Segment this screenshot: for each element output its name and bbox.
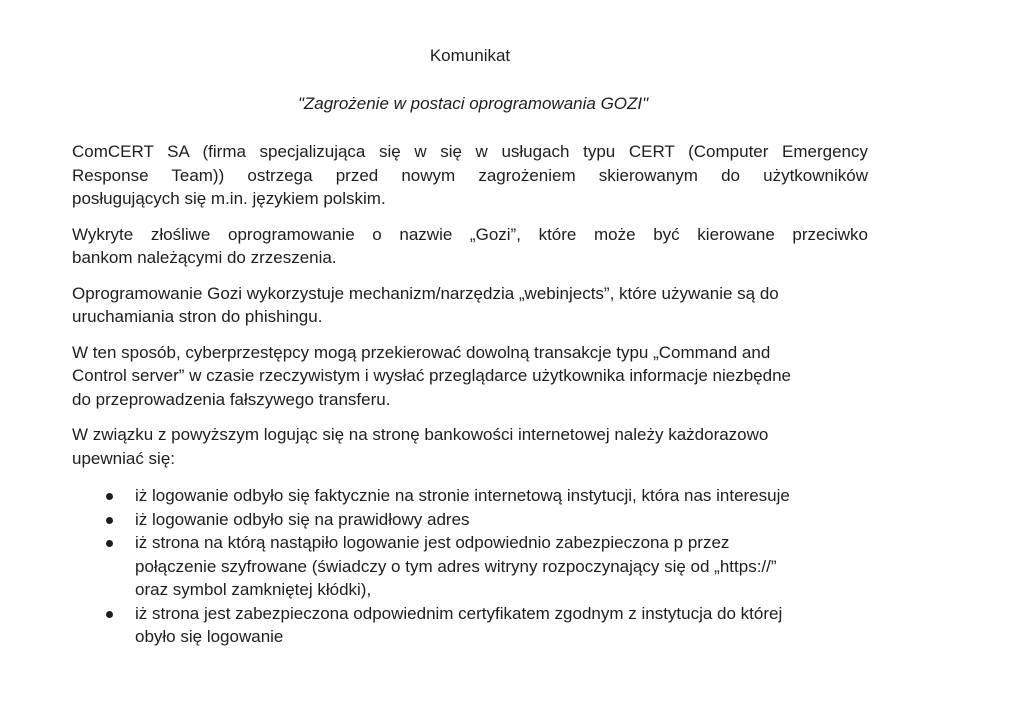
- list-item: [72, 531, 868, 602]
- list-item-line: obyło się logowanie: [135, 627, 284, 646]
- bullet-icon: [106, 517, 113, 524]
- list-item-line: iż strona jest zabezpieczona odpowiednim certyfikatem zgodnym z instytucja do której: [135, 603, 783, 623]
- list-item-line: iż strona na którą nastąpiło logowanie jest odpowiednio zabezpieczona p przez: [135, 533, 730, 552]
- document-body: [72, 140, 868, 649]
- document-subtitle: "Zagrożenie w postaci oprogramowania GOZI": [297, 94, 649, 113]
- paragraph-line: W ten sposób, cyberprzestępcy mogą przekierować dowolną transakcje typu „Command and: [72, 342, 771, 362]
- list-item: [72, 484, 868, 508]
- paragraph-line: W związku z powyższym logując się na stronę bankowości internetowej należy każdorazowo: [72, 425, 769, 444]
- bullet-icon: [106, 540, 113, 547]
- list-item-line: iż logowanie odbyło się faktycznie na stronie internetową instytucji, która nas interesuje: [135, 486, 790, 505]
- paragraph-line: Response Team)) ostrzega przed nowym zagrożeniem skierowanym do użytkowników: [72, 165, 868, 185]
- paragraph-intro: [72, 140, 868, 211]
- paragraph-line: upewniać się:: [72, 448, 176, 468]
- paragraph-line: do przeprowadzenia fałszywego transferu.: [72, 389, 391, 409]
- paragraph-line: Oprogramowanie Gozi wykorzystuje mechanizm/narzędzia „webinjects”, które używanie są do: [72, 283, 779, 303]
- paragraph-line: uruchamiania stron do phishingu.: [72, 307, 323, 326]
- paragraph-line: Wykryte złośliwe oprogramowanie o nazwie „Gozi”, które może być kierowane przeciwko: [72, 224, 868, 244]
- paragraph-line: posługujących się m.in. językiem polskim.: [72, 189, 386, 208]
- paragraph-line: Control server” w czasie rzeczywistym i wysłać przeglądarce użytkownika informacje niezbędne: [72, 366, 791, 385]
- list-item-line: iż logowanie odbyło się na prawidłowy adres: [135, 509, 470, 529]
- document-title: Komunikat: [429, 46, 511, 65]
- checklist: [72, 484, 868, 649]
- list-item: [72, 508, 868, 532]
- list-item: [72, 602, 868, 649]
- bullet-icon: [106, 611, 113, 618]
- paragraph-webinjects: [72, 282, 868, 329]
- paragraph-detected-malware: [72, 223, 868, 270]
- list-item-line: połączenie szyfrowane (świadczy o tym adres witryny rozpoczynający się od „https://”: [135, 556, 777, 576]
- paragraph-line: bankom należącymi do zrzeszenia.: [72, 248, 337, 267]
- paragraph-cybercriminals: [72, 341, 868, 412]
- paragraph-line: ComCERT SA (firma specjalizująca się w się w usługach typu CERT (Computer Emergency: [72, 142, 868, 161]
- list-item-line: oraz symbol zamkniętej kłódki),: [135, 580, 372, 599]
- bullet-icon: [106, 493, 113, 500]
- paragraph-instructions: [72, 423, 868, 470]
